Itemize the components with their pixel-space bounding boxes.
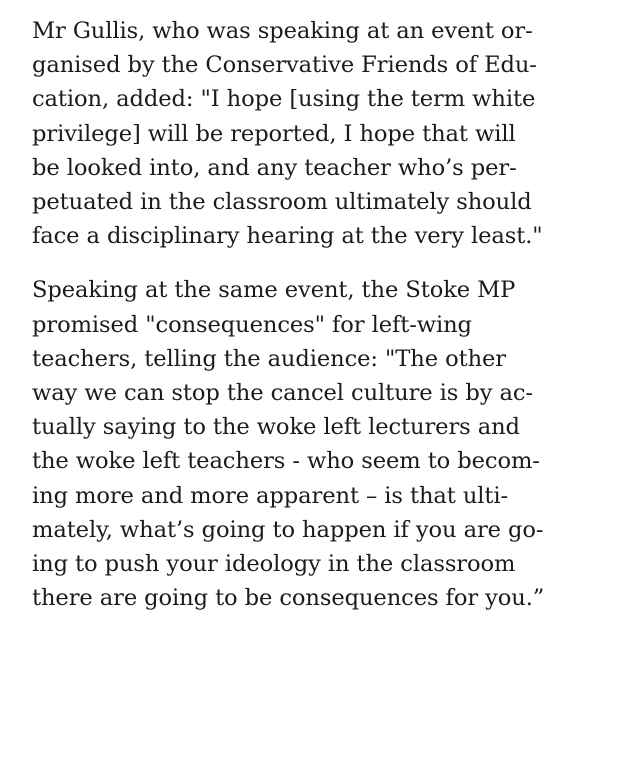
text-line: cation, added: "I hope [using the term white bbox=[32, 86, 536, 113]
text-line: mately, what’s going to happen if you are go- bbox=[32, 516, 544, 543]
text-line: Mr Gullis, who was speaking at an event or- bbox=[32, 18, 533, 44]
text-line: tually saying to the woke left lecturers and bbox=[32, 414, 520, 441]
text-line: Speaking at the same event, the Stoke MP bbox=[32, 277, 516, 304]
text-line: ganised by the Conservative Friends of Edu- bbox=[32, 52, 537, 79]
text-line: promised "consequences" for left-wing bbox=[32, 311, 472, 338]
article-paragraph-1 bbox=[32, 14, 602, 253]
text-line: ing to push your ideology in the classroom bbox=[32, 551, 516, 578]
text-line: face a disciplinary hearing at the very least." bbox=[32, 223, 543, 250]
text-line: be looked into, and any teacher who’s per- bbox=[32, 154, 517, 181]
text-line: teachers, telling the audience: "The other bbox=[32, 345, 506, 372]
text-line: the woke left teachers - who seem to becom- bbox=[32, 448, 540, 475]
text-line: there are going to be consequences for you.” bbox=[32, 585, 545, 612]
article-paragraph-2 bbox=[32, 273, 602, 615]
text-line: petuated in the classroom ultimately should bbox=[32, 189, 532, 216]
article-body bbox=[32, 14, 602, 615]
text-line: way we can stop the cancel culture is by ac- bbox=[32, 380, 533, 407]
text-line: privilege] will be reported, I hope that will bbox=[32, 120, 516, 147]
text-line: ing more and more apparent – is that ulti- bbox=[32, 482, 509, 509]
